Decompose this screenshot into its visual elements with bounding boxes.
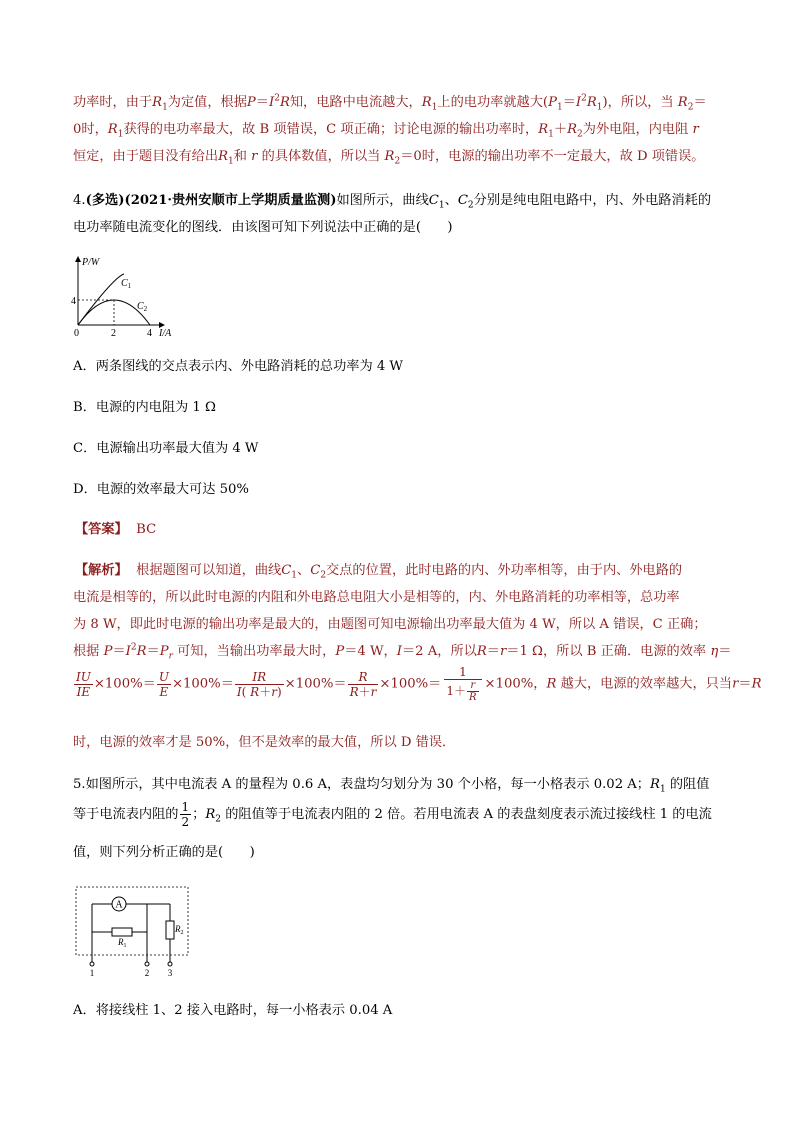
q4-analysis-line-3: 为 8 W，即此时电源的输出功率是最大的，由题图可知电源输出功率最大值为 4 W，所以 A 错误，C 正确； (73, 617, 707, 632)
q4-analysis-line-4: 根据 $P=I^2R=P_r$ 可知，当输出功率最大时，P＝4 W，I＝2 A，所以R＝r＝1 Ω，所以 B 正确．电源的效率 η＝ (73, 642, 732, 662)
terminal-1-label: 1 (89, 968, 95, 978)
q4-answer (75, 520, 156, 540)
circuit-diagram (72, 883, 196, 979)
curve-c1-label: $C_1$ (121, 278, 132, 290)
x-axis-label: I/A (159, 328, 172, 338)
prev-solution-line-2: 0时，$R_1$获得的电功率最大，故 B 项错误，C 项正确；讨论电源的输出功率时，$R_1+R_2$为外电阻，内电阻 r (73, 122, 699, 140)
q4-option-b: B．电源的内电阻为 1 Ω (73, 400, 216, 415)
resistor-r1-icon (112, 928, 132, 936)
tick-x-4: 4 (147, 328, 152, 338)
terminal-2-icon (145, 962, 149, 966)
q4-analysis-line-6: 时，电源的效率才是 50%，但不是效率的最大值，所以 D 错误． (73, 735, 456, 750)
tick-origin: 0 (74, 328, 79, 338)
q4-option-a: A．两条图线的交点表示内、外电路消耗的总功率为 4 W (73, 359, 403, 374)
terminal-2-label: 2 (144, 968, 150, 978)
prev-solution-line-1: 功率时，由于$R_1$为定值，根据$P=I^2R$知，电路中电流越大，$R_1$上的电功率就越大$(P_1=I^2R_1)$，所以，当 $R_2=$ (73, 93, 707, 113)
y-axis-label: P/W (82, 257, 100, 268)
terminal-3-icon (168, 962, 172, 966)
curve-c1 (78, 274, 124, 325)
q5-stem-line-1: 5.如图所示，其中电流表 A 的量程为 0.6 A，表盘均匀划分为 30 个小格，每一小格表示 0.02 A；$R_1$ 的阻值 (73, 777, 710, 795)
terminal-3-label: 3 (167, 968, 173, 978)
q4-analysis-line-2: 电流是相等的，所以此时电源的内阻和外电路总电阻大小是相等的，内、外电路消耗的功率相等，总功率 (73, 590, 680, 605)
answer-label: 【答案】 (75, 522, 128, 537)
q4-option-c: C．电源输出功率最大值为 4 W (73, 441, 259, 456)
terminal-1-icon (90, 962, 94, 966)
q4-stem-line-2: 电功率随电流变化的图线．由该图可知下列说法中正确的是( ) (73, 220, 453, 235)
q5-option-a: A．将接线柱 1、2 接入电路时，每一小格表示 0.04 A (73, 1003, 393, 1018)
resistor-r2-icon (166, 921, 174, 939)
tick-y-4: 4 (71, 296, 76, 307)
answer-value: BC (136, 522, 157, 537)
power-current-graph (66, 252, 186, 338)
prev-solution-line-3: 恒定，由于题目没有给出$R_1$和 r 的具体数值，所以当 $R_2=0$时，电源的输出功率不一定最大，故 D 项错误。 (73, 149, 705, 167)
tick-x-2: 2 (111, 328, 116, 338)
q5-stem-line-3: 值，则下列分析正确的是( ) (73, 845, 255, 860)
ammeter-label: A (115, 899, 123, 911)
q5-stem-line-2: 等于电流表内阻的 $\frac{1}{2}$ ；$R_2$ 的阻值等于电流表内阻的 2 倍。若用电流表 A 的表盘刻度表示流过接线柱 1 的电流 (73, 800, 712, 829)
curve-c2-label: $C_2$ (137, 301, 148, 313)
resistor-r1-label: $R_1$ (118, 937, 127, 949)
q4-stem-line-1: 4.(多选)(2021·贵州安顺市上学期质量监测)如图所示，曲线$C_1$、$C_2$分别是纯电阻电路中，内、外电路消耗的 (73, 193, 712, 211)
q4-efficiency-formula: $\frac{IU}{IE}$ ×100%＝ $\frac{U}{E}$ ×100%＝ $\frac{IR}{I( R+r)}$ ×100%＝ $\frac{R}{R+r}$ ×100%＝ 1 1＋ $\frac{r}{R}$ ×100%，R 越大，电源的效率越大，只当r＝R (76, 665, 762, 703)
analysis-label: 【解析】 (75, 563, 128, 578)
q4-analysis-line-1: 【解析】 根据题图可以知道，曲线$C_1$、$C_2$交点的位置，此时电路的内、外功率相等，由于内、外电路的 (75, 563, 683, 581)
q4-option-d: D．电源的效率最大可达 50% (73, 482, 249, 497)
resistor-r2-label: $R_2$ (175, 924, 184, 936)
